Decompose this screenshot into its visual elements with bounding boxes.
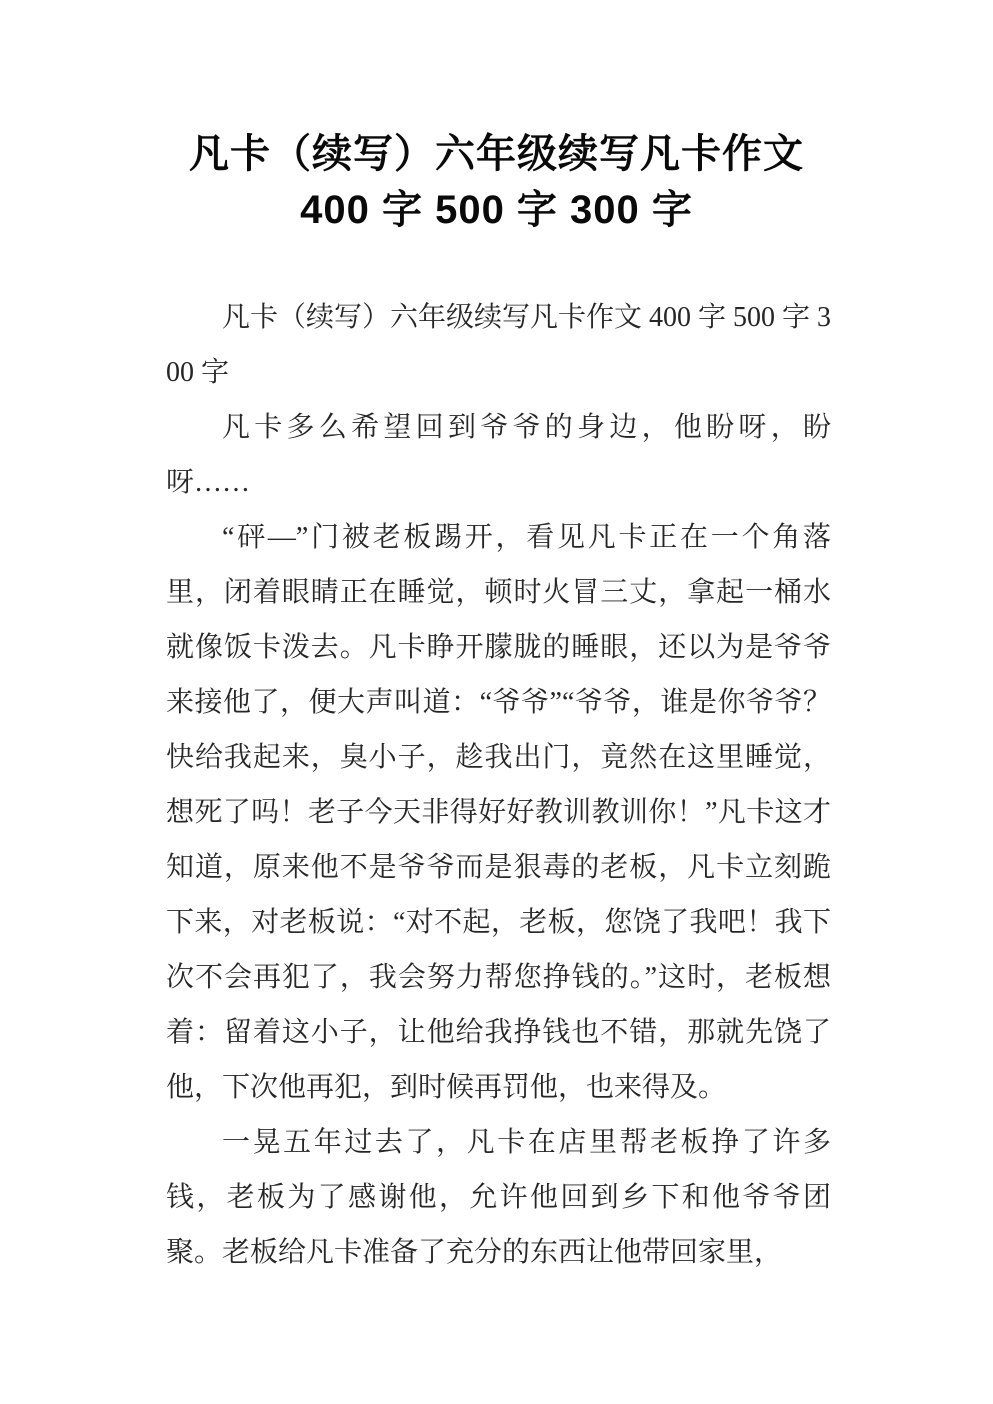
paragraph: “砰—”门被老板踢开，看见凡卡正在一个角落里，闭着眼睛正在睡觉，顿时火冒三丈，拿起一桶水就像饭卡泼去。凡卡睁开朦胧的睡眼，还以为是爷爷来接他了，便大声叫道：“爷爷”“爷爷，谁是你爷爷？快给我起来，臭小子，趁我出门，竟然在这里睡觉，想死了吗！老子今天非得好好教训教训你！”凡卡这才知道，原来他不是爷爷而是狠毒的老板，凡卡立刻跪下来，对老板说：“对不起，老板，您饶了我吧！我下次不会再犯了，我会努力帮您挣钱的。”这时，老板想着：留着这小子，让他给我挣钱也不错，那就先饶了他，下次他再犯，到时候再罚他，也来得及。 — [166, 522, 831, 1103]
document-title — [80, 126, 913, 238]
document-body — [166, 290, 831, 1280]
title-line-1: 凡卡（续写）六年级续写凡卡作文 — [189, 132, 804, 176]
paragraph: 凡卡（续写）六年级续写凡卡作文 400 字 500 字 300 字 — [166, 302, 832, 388]
title-line-2: 400 字 500 字 300 字 — [300, 188, 693, 232]
paragraph: 一晃五年过去了，凡卡在店里帮老板挣了许多钱，老板为了感谢他，允许他回到乡下和他爷爷团聚。老板给凡卡准备了充分的东西让他带回家里， — [166, 1127, 831, 1268]
paragraph: 凡卡多么希望回到爷爷的身边，他盼呀，盼呀…… — [166, 412, 831, 498]
